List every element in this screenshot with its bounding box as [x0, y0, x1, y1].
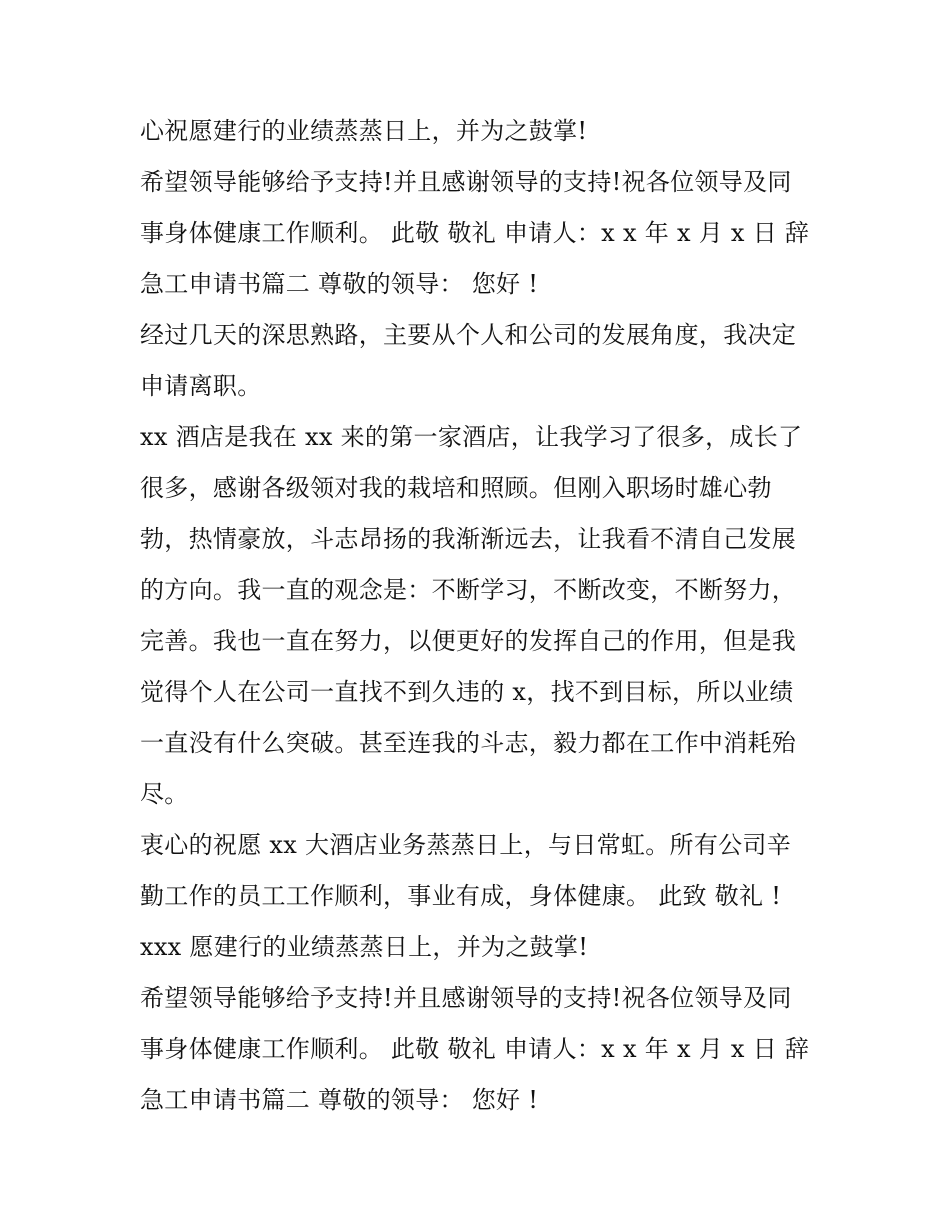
text-line: 事身体健康工作顺利。 此敬 敬礼 申请人：x x 年 x 月 x 日 辞	[140, 1035, 810, 1063]
text-line: 一直没有什么突破。甚至连我的斗志，毅力都在工作中消耗殆	[140, 729, 797, 757]
text-line: 心祝愿建行的业绩蒸蒸日上，并为之鼓掌!	[140, 117, 588, 145]
text-line: 经过几天的深思熟路，主要从个人和公司的发展角度，我决定	[140, 321, 797, 349]
text-line: 完善。我也一直在努力，以便更好的发挥自己的作用，但是我	[140, 627, 797, 655]
document-body	[140, 106, 830, 1126]
text-line: 事身体健康工作顺利。 此敬 敬礼 申请人：x x 年 x 月 x 日 辞	[140, 219, 810, 247]
text-line: 尽。	[140, 780, 189, 808]
text-line: xxx 愿建行的业绩蒸蒸日上，并为之鼓掌!	[140, 933, 589, 961]
text-line: 希望领导能够给予支持!并且感谢领导的支持!祝各位领导及同	[140, 168, 792, 196]
text-line: 急工申请书篇二 尊敬的领导： 您好 !	[140, 1086, 539, 1114]
text-line: xx 酒店是我在 xx 来的第一家酒店，让我学习了很多，成长了	[140, 423, 803, 451]
text-line: 的方向。我一直的观念是：不断学习，不断改变，不断努力，	[140, 576, 797, 604]
text-line: 申请离职。	[140, 372, 262, 400]
text-line: 觉得个人在公司一直找不到久违的 x，找不到目标，所以业绩	[140, 678, 794, 706]
text-line: 勃，热情豪放，斗志昂扬的我渐渐远去，让我看不清自己发展	[140, 525, 797, 553]
text-line: 急工申请书篇二 尊敬的领导： 您好 !	[140, 270, 539, 298]
text-line: 衷心的祝愿 xx 大酒店业务蒸蒸日上，与日常虹。所有公司辛	[140, 831, 792, 859]
text-line: 希望领导能够给予支持!并且感谢领导的支持!祝各位领导及同	[140, 984, 792, 1012]
text-line: 勤工作的员工工作顺利，事业有成，身体健康。 此致 敬礼 !	[140, 882, 782, 910]
text-line: 很多，感谢各级领对我的栽培和照顾。但刚入职场时雄心勃	[140, 474, 772, 502]
